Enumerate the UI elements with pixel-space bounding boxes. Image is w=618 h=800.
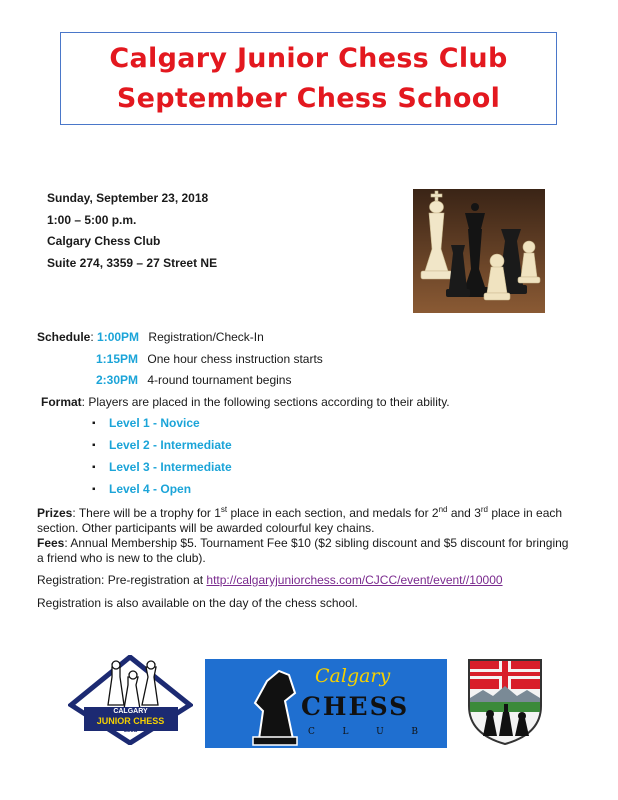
prizes-text: place in each section, and medals for 2	[227, 506, 439, 520]
ordinal-suffix: st	[220, 505, 228, 514]
prizes-paragraph: Prizes: There will be a trophy for 1st place in each section, and medals for 2nd and 3rd place in each section. Other participants will be awarded colourful key chains.	[37, 502, 582, 536]
prizes-text: and 3	[447, 506, 481, 520]
registration-link[interactable]: http://calgaryjuniorchess.com/CJCC/event/event//10000	[206, 573, 503, 587]
level-item: Level 1 - Novice	[109, 416, 200, 430]
event-time: 1:00 – 5:00 p.m.	[47, 212, 137, 227]
schedule-time: 1:15PM	[96, 352, 139, 366]
schedule-desc: Registration/Check-In	[148, 330, 264, 344]
schedule-time: 2:30PM	[96, 373, 139, 387]
club-letter: L	[342, 727, 349, 737]
prizes-text: place in each	[488, 506, 563, 520]
registration-prefix: Registration: Pre-registration at	[37, 573, 207, 587]
club-logo-word1: Calgary	[315, 665, 391, 687]
bullet-icon: ▪	[92, 440, 96, 451]
prizes-label: Prizes	[37, 506, 73, 520]
registration-row	[37, 573, 503, 588]
bullet-icon: ▪	[92, 462, 96, 473]
fees-text: Annual Membership $5. Tournament Fee $10 ($2 sibling discount and $5 discount for bringing	[70, 536, 569, 550]
bullet-icon: ▪	[92, 484, 96, 495]
ordinal-suffix: nd	[438, 505, 448, 514]
fees-paragraph: Fees: Annual Membership $5. Tournament Fee $10 ($2 sibling discount and $5 discount for bringing a friend who is new to the club).	[37, 536, 582, 566]
event-info	[47, 188, 217, 274]
title-box	[60, 32, 557, 125]
event-date: Sunday, September 23, 2018	[47, 191, 209, 205]
format-row: Format: Players are placed in the following sections according to their ability.	[41, 395, 450, 409]
title-line-1: Calgary Junior Chess Club	[109, 43, 508, 74]
prizes-line-2: section. Other participants will be awarded colourful key chains.	[37, 521, 375, 535]
crest-shield-logo	[465, 656, 545, 746]
logo-junior-line3: CLUB	[123, 728, 138, 734]
bullet-icon: ▪	[92, 418, 96, 429]
format-text: Players are placed in the following sections according to their ability.	[88, 395, 450, 409]
calgary-chess-club-logo	[205, 659, 447, 748]
event-address: Suite 274, 3359 – 27 Street NE	[47, 255, 218, 270]
level-item: Level 3 - Intermediate	[109, 460, 232, 474]
schedule-label: Schedule	[37, 330, 91, 344]
calgary-junior-chess-logo	[68, 655, 193, 745]
title-line-2: September Chess School	[116, 83, 501, 114]
schedule-desc: 4-round tournament begins	[147, 373, 292, 387]
schedule-desc: One hour chess instruction starts	[147, 352, 323, 366]
club-logo-letters	[308, 727, 418, 737]
chess-pieces-photo	[413, 189, 545, 313]
fees-line-2: a friend who is new to the club).	[37, 551, 206, 565]
level-item: Level 4 - Open	[109, 482, 192, 496]
club-logo-word2: CHESS	[301, 692, 410, 721]
schedule-row-3	[96, 373, 291, 388]
format-label: Format	[41, 395, 82, 409]
club-letter: B	[411, 727, 418, 737]
club-letter: U	[376, 727, 384, 737]
prizes-text: There will be a trophy for 1	[78, 506, 221, 520]
logo-junior-line2: JUNIOR CHESS	[96, 716, 165, 726]
level-item: Level 2 - Intermediate	[109, 438, 232, 452]
event-venue: Calgary Chess Club	[47, 234, 161, 248]
club-letter: C	[308, 727, 315, 737]
ordinal-suffix: rd	[480, 505, 488, 514]
schedule-time: 1:00PM	[97, 330, 140, 344]
schedule-row-2	[96, 352, 323, 367]
logo-junior-line1: CALGARY	[113, 708, 148, 715]
schedule-row-1: Schedule: 1:00PM Registration/Check-In	[37, 330, 264, 344]
fees-label: Fees	[37, 536, 65, 550]
registration-note: Registration is also available on the day of the chess school.	[37, 596, 358, 610]
